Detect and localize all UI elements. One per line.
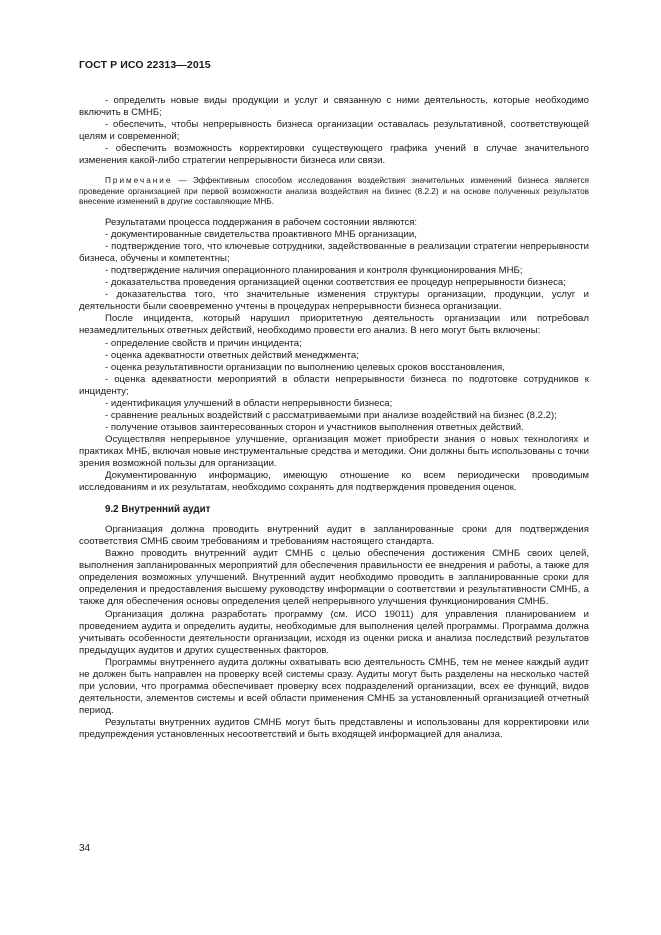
page-header: ГОСТ Р ИСО 22313—2015 (79, 59, 211, 71)
paragraph: Осуществляя непрерывное улучшение, организация может приобрести знания о новых технологиях и практиках МНБ, включая новые инструментальные средства и методики. Они должны быть использованы с точки зрения возможной пользы для организации. (79, 433, 589, 469)
section-heading: 9.2 Внутренний аудит (105, 504, 211, 516)
paragraph: Результатами процесса поддержания в рабочем состоянии являются: (105, 217, 418, 229)
list-item: - обеспечить, чтобы непрерывность бизнеса организации оставалась результативной, соответствующей целям и современной; (79, 119, 589, 143)
list-item: - доказательства проведения организацией оценки соответствия ее процедур непрерывности бизнеса; (105, 277, 566, 289)
list-item: - определить новые виды продукции и услуг и связанную с ними деятельность, которые необходимо включить в СМНБ; (79, 95, 589, 119)
paragraph: Документированную информацию, имеющую отношение ко всем периодически проводимым исследованиям и их результатам, необходимо сохранять для подтверждения проведения оценок. (79, 470, 589, 494)
list-item: - подтверждение наличия операционного планирования и контроля функционирования МНБ; (105, 265, 523, 277)
paragraph: Организация должна разработать программу (см. ИСО 19011) для управления планированием и проведением аудита и определить аудиты, необходимые для выполнения целей программы. Программа должна учитывать особенности деятельности организации, исходя из оценки риска и анализа последствий результатов предыдущих аудитов и других существенных факторов. (79, 608, 589, 656)
list-item: - документированные свидетельства проактивного МНБ организации, (105, 229, 417, 241)
page-number: 34 (79, 843, 91, 854)
list-item: - оценка адекватности ответных действий менеджмента; (105, 349, 359, 361)
list-item: - подтверждение того, что ключевые сотрудники, задействованные в реализации стратегии непрерывности бизнеса, обучены и компетентны; (79, 241, 589, 265)
list-item: - идентификация улучшений в области непрерывности бизнеса; (105, 397, 393, 409)
list-item: - определение свойств и причин инцидента; (105, 337, 302, 349)
page-content (79, 95, 589, 741)
paragraph: Важно проводить внутренний аудит СМНБ с целью обеспечения достижения СМНБ своих целей, выполнения запланированных мероприятий для обеспечения правильности ее внедрения и работы, а также для определения возможных улучшений. Внутренний аудит необходимо проводить в запланированные сроки для определения и предоставления высшему руководству информации о соответствии и результативности СМНБ, а также для обеспечения основы определения целей непрерывного улучшения функционирования СМНБ. (79, 548, 589, 608)
note-label: Примечание (105, 176, 173, 186)
note (79, 176, 589, 208)
paragraph: Программы внутреннего аудита должны охватывать всю деятельность СМНБ, тем не менее каждый аудит не должен быть направлен на проверку всей системы сразу. Аудиты могут быть разделены на несколько частей при условии, что программа обеспечивает проверку всех подразделений организации, всех ее функций, видов деятельности, элементов системы и всей области применения СМНБ за установленный организацией отчетный период. (79, 656, 589, 716)
list-item: - оценка адекватности мероприятий в области непрерывности бизнеса по подготовке сотрудников к инциденту; (79, 373, 589, 397)
list-item: - доказательства того, что значительные изменения структуры организации, продукции, услуг и деятельности были своевременно учтены в процедурах непрерывности бизнеса организации. (79, 289, 589, 313)
paragraph: Результаты внутренних аудитов СМНБ могут быть представлены и использованы для корректировки или предупреждения установленных несоответствий и быть входящей информацией для анализа. (79, 716, 589, 740)
note-text: — Эффективным способом исследования воздействия значительных изменений бизнеса является проведение организацией при первой возможности анализа воздействия на бизнес (8.2.2) и на основе полученных результатов внесение изменений в другие составляющие МНБ. (79, 176, 589, 207)
list-item: - получение отзывов заинтересованных сторон и участников выполнения ответных действий. (105, 421, 524, 433)
list-item: - обеспечить возможность корректировки существующего графика учений в случае значительного изменения какой-либо стратегии непрерывности бизнеса или связи. (79, 143, 589, 167)
paragraph: Организация должна проводить внутренний аудит в запланированные сроки для подтверждения соответствия СМНБ своим требованиям и требованиям настоящего стандарта. (79, 524, 589, 548)
list-item: - оценка результативности организации по выполнению целевых сроков восстановления, (105, 361, 505, 373)
paragraph: После инцидента, который нарушил приоритетную деятельность организации или потребовал незамедлительных ответных действий, необходимо провести его анализ. В него могут быть включены: (79, 313, 589, 337)
list-item: - сравнение реальных воздействий с рассматриваемыми при анализе воздействий на бизнес (8.2.2); (105, 409, 557, 421)
